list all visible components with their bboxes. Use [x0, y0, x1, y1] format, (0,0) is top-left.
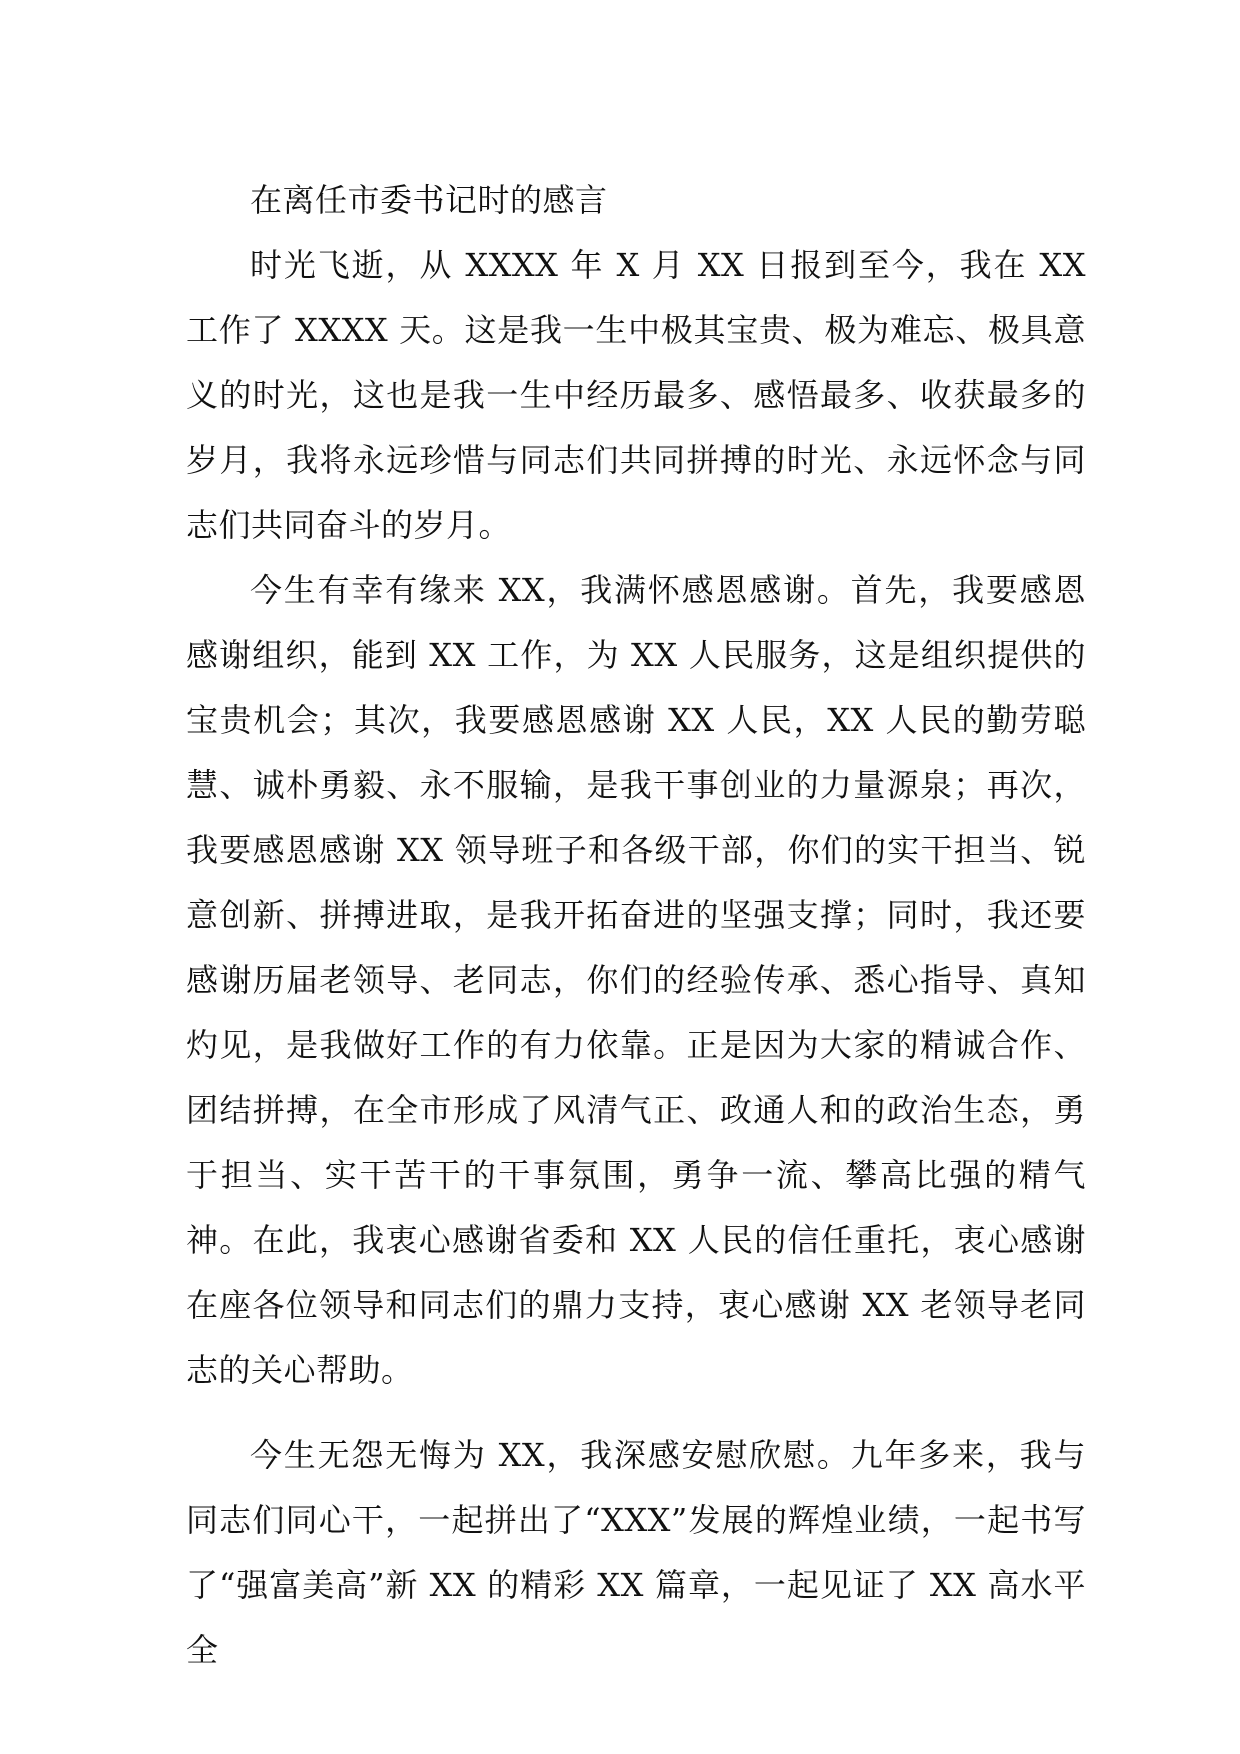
- document-title: 在离任市委书记时的感言: [250, 181, 608, 219]
- paragraph-1: 时光飞逝，从 XXXX 年 X 月 XX 日报到至今，我在 XX 工作了 XXXX 天。这是我一生中极其宝贵、极为难忘、极具意义的时光，这也是我一生中经历最多、感悟最多、收获最多的岁月，我将永远珍惜与同志们共同拼搏的时光、永远怀念与同志们共同奋斗的岁月。: [186, 246, 1086, 544]
- paragraph-3: 今生无怨无悔为 XX，我深感安慰欣慰。九年多来，我与同志们同心干，一起拼出了“XXX”发展的辉煌业绩，一起书写了“强富美高”新 XX 的精彩 XX 篇章，一起见证了 XX 高水平全: [186, 1436, 1086, 1669]
- document-body: [186, 168, 1086, 1683]
- paragraph-2: 今生有幸有缘来 XX，我满怀感恩感谢。首先，我要感恩感谢组织，能到 XX 工作，为 XX 人民服务，这是组织提供的宝贵机会；其次，我要感恩感谢 XX 人民，XX 人民的勤劳聪慧、诚朴勇毅、永不服输，是我干事创业的力量源泉；再次，我要感恩感谢 XX 领导班子和各级干部，你们的实干担当、锐意创新、拼搏进取，是我开拓奋进的坚强支撑；同时，我还要感谢历届老领导、老同志，你们的经验传承、悉心指导、真知灼见，是我做好工作的有力依靠。正是因为大家的精诚合作、团结拼搏，在全市形成了风清气正、政通人和的政治生态，勇于担当、实干苦干的干事氛围，勇争一流、攀高比强的精气神。在此，我衷心感谢省委和 XX 人民的信任重托，衷心感谢在座各位领导和同志们的鼎力支持，衷心感谢 XX 老领导老同志的关心帮助。: [186, 571, 1086, 1389]
